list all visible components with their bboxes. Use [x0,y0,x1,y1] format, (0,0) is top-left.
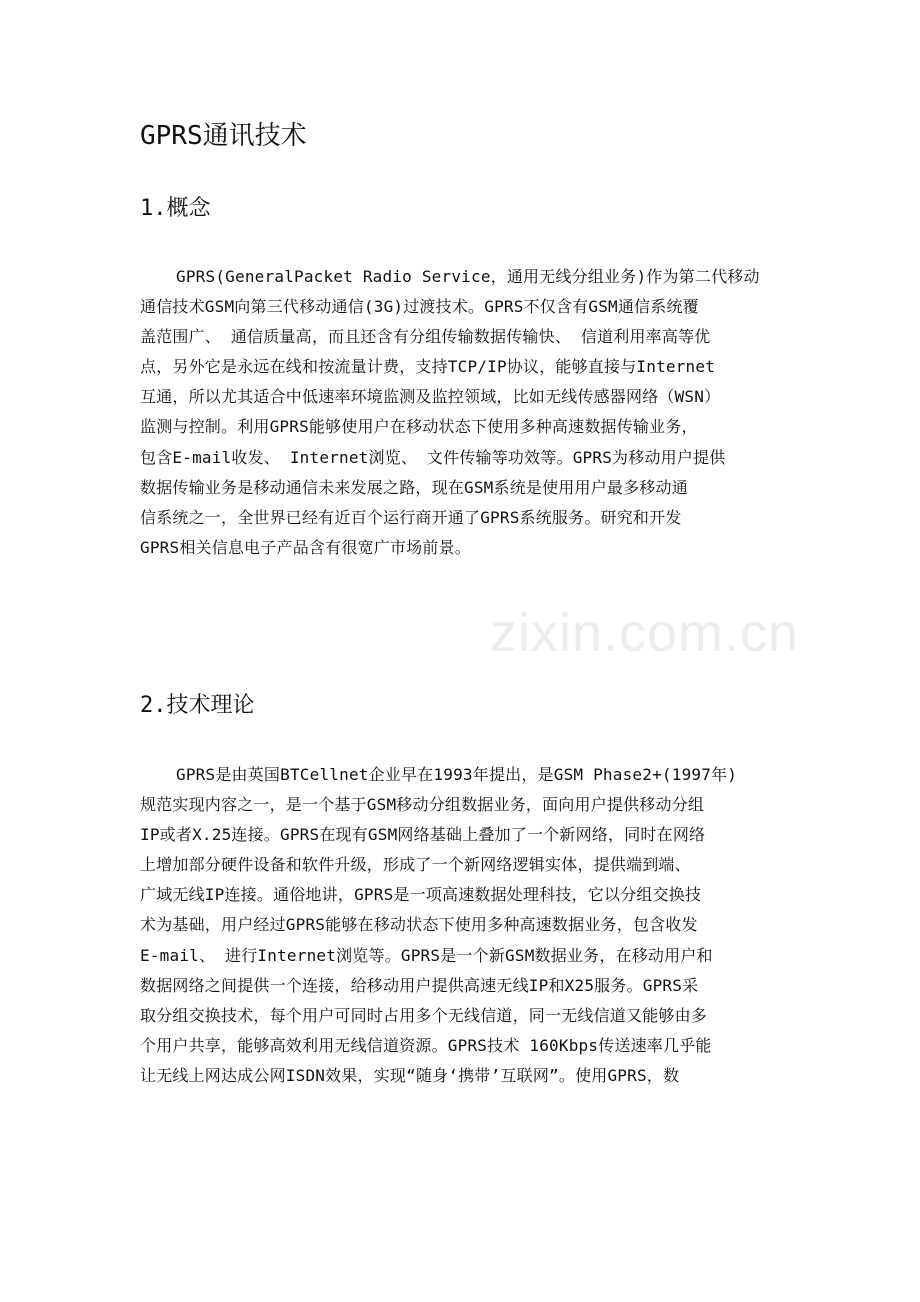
section-heading-theory: 2.技术理论 [140,693,255,718]
paragraph-line: 数据网络之间提供一个连接，给移动用户提供高速无线IP和X25服务。GPRS采 [140,975,699,995]
paragraph-line: IP或者X.25连接。GPRS在现有GSM网络基础上叠加了一个新网络，同时在网络 [140,825,706,845]
paragraph-line: 上增加部分硬件设备和软件升级，形成了一个新网络逻辑实体，提供端到端、 [140,855,691,875]
paragraph-line: 通信技术GSM向第三代移动通信(3G)过渡技术。GPRS不仅含有GSM通信系统覆 [140,297,699,317]
document-title: GPRS通讯技术 [140,121,307,151]
paragraph-line: 监测与控制。利用GPRS能够使用户在移动状态下使用多种高速数据传输业务， [140,417,698,437]
paragraph-line: 互通，所以尤其适合中低速率环境监测及监控领域，比如无线传感器网络（WSN） [140,387,721,407]
paragraph-line: 术为基础，用户经过GPRS能够在移动状态下使用多种高速数据业务，包含收发 [140,915,698,935]
paragraph-concept [140,262,790,563]
paragraph-line: E-mail、 进行Internet浏览等。GPRS是一个新GSM数据业务，在移动用户和 [140,945,713,965]
paragraph-line: 广域无线IP连接。通俗地讲，GPRS是一项高速数据处理科技，它以分组交换技 [140,885,702,905]
paragraph-line: 包含E-mail收发、 Internet浏览、 文件传输等功效等。GPRS为移动用户提供 [140,447,726,467]
paragraph-line: 点，另外它是永远在线和按流量计费，支持TCP/IP协议，能够直接与Internet [140,357,716,377]
paragraph-line: 数据传输业务是移动通信未来发展之路，现在GSM系统是使用用户最多移动通 [140,477,688,497]
paragraph-theory [140,760,790,1091]
paragraph-line: GPRS是由英国BTCellnet企业早在1993年提出，是GSM Phase2+(1997年) [176,765,738,784]
paragraph-line: GPRS相关信息电子产品含有很宽广市场前景。 [140,537,471,557]
paragraph-line: 规范实现内容之一，是一个基于GSM移动分组数据业务，面向用户提供移动分组 [140,795,705,815]
paragraph-line: 盖范围广、 通信质量高，而且还含有分组传输数据传输快、 信道利用率高等优 [140,327,711,347]
paragraph-line: 信系统之一，全世界已经有近百个运行商开通了GPRS系统服务。研究和开发 [140,507,682,527]
paragraph-line: GPRS(GeneralPacket Radio Service，通用无线分组业务)作为第二代移动 [176,267,760,286]
watermark: zixin.com.cn [490,603,800,663]
paragraph-line: 取分组交换技术，每个用户可同时占用多个无线信道，同一无线信道又能够由多 [140,1005,708,1025]
paragraph-line: 让无线上网达成公网ISDN效果，实现“随身‘携带’互联网”。使用GPRS，数 [140,1065,680,1085]
section-heading-concept: 1.概念 [140,196,211,221]
paragraph-line: 个用户共享，能够高效利用无线信道资源。GPRS技术 160Kbps传送速率几乎能 [140,1035,712,1055]
